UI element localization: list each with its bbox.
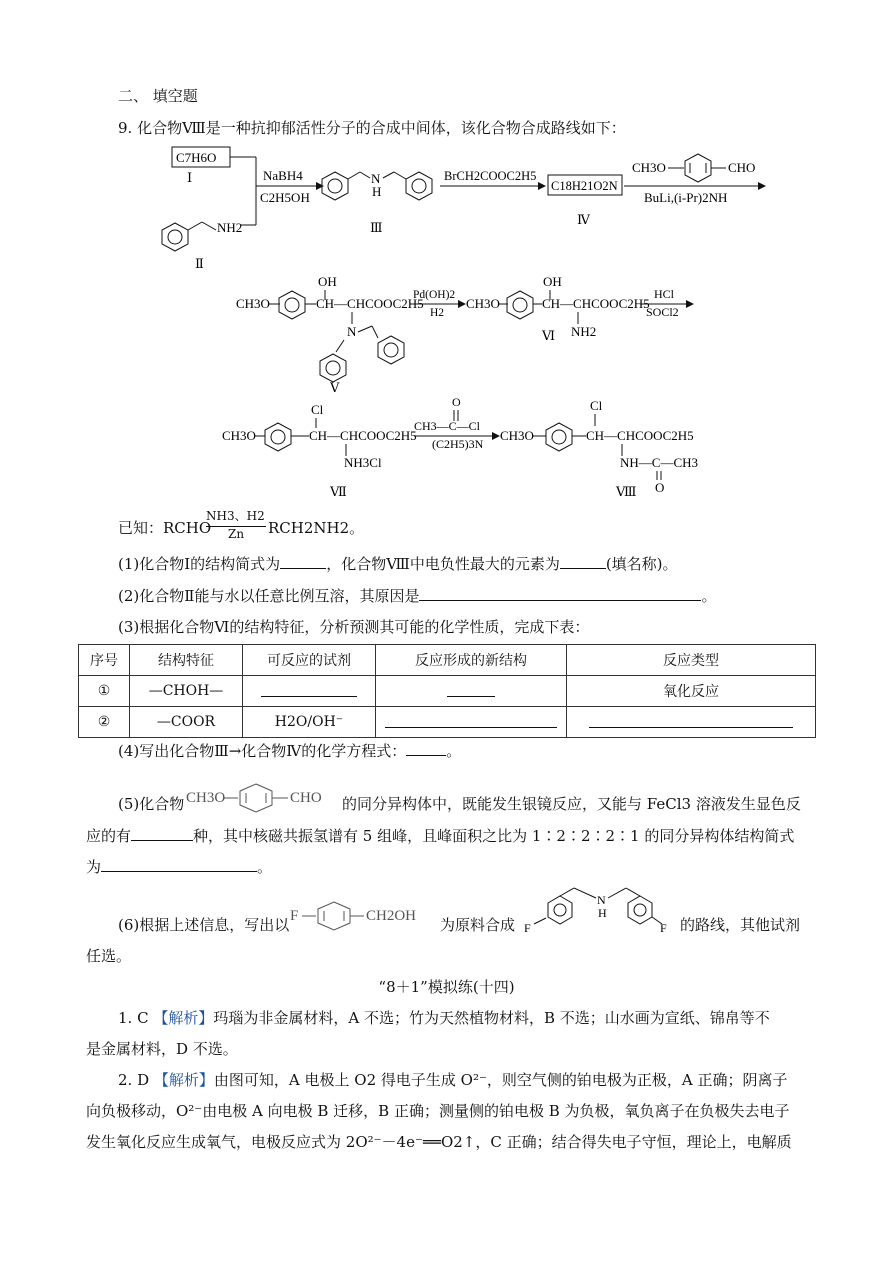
known-reaction <box>118 517 211 538</box>
p5-text-e: 为 <box>86 858 102 876</box>
benzene-ring-r3 <box>685 154 711 182</box>
r6-top: CH3—C—Cl <box>414 419 481 433</box>
part-4 <box>118 740 461 762</box>
p5-mol-right: CHO <box>290 790 322 806</box>
c5-left: CH3O <box>236 296 270 311</box>
r5-top: HCl <box>654 287 675 301</box>
r4-bottom: H2 <box>430 307 445 319</box>
p6-tgt-f1: F <box>524 921 531 935</box>
p5-molecule <box>186 778 356 818</box>
cell-num: ② <box>79 707 130 738</box>
a1-tag: 【解析】 <box>153 1009 214 1027</box>
benzene-ring-c3b <box>406 172 432 200</box>
p5-blank-structure[interactable] <box>101 857 257 872</box>
answer-1 <box>118 1007 770 1029</box>
properties-table <box>78 644 816 738</box>
benzene-ring-c5b <box>320 354 346 382</box>
cell-new-structure <box>376 707 567 738</box>
answer-2 <box>118 1069 787 1091</box>
benzene-ring-c7 <box>265 423 291 451</box>
blank-type-2[interactable] <box>589 713 793 728</box>
q9-intro: 9. 化合物Ⅷ是一种抗抑郁活性分子的合成中间体，该化合物合成路线如下： <box>118 119 626 137</box>
c3-nh: N <box>371 171 381 186</box>
part-6-a: (6)根据上述信息，写出以 <box>118 916 290 934</box>
r3-top-right: CHO <box>728 160 756 175</box>
c3-label: Ⅲ <box>370 220 383 235</box>
c1-formula: C7H6O <box>176 150 217 165</box>
c7-left: CH3O <box>222 428 256 443</box>
c8-label: Ⅷ <box>616 484 637 499</box>
blank-structure-1[interactable] <box>447 682 495 697</box>
a2-text: 由图可知，A 电极上 O2 得电子生成 O²⁻，则空气侧的铂电极为正极，A 正确；阴离子 <box>213 1071 788 1089</box>
p2-text-b: 。 <box>701 587 717 605</box>
c6-oh: OH <box>543 274 562 289</box>
cell-feature: —CHOH— <box>130 676 243 707</box>
cell-reaction-type: 氧化反应 <box>567 676 816 707</box>
th-new-structure: 反应形成的新结构 <box>376 645 567 676</box>
r4-top: Pd(OH)2 <box>413 289 456 301</box>
table-row <box>79 707 816 738</box>
benzene-ring-c5c <box>378 336 404 364</box>
part-5-e <box>86 856 272 878</box>
known-product: RCH2NH2。 <box>268 519 365 537</box>
p6-tgt-n: N <box>597 893 606 907</box>
r3-bottom: BuLi,(i-Pr)2NH <box>644 190 728 205</box>
p5-text-c: 应的有 <box>86 827 132 845</box>
th-reaction-type: 反应类型 <box>567 645 816 676</box>
c7-label: Ⅶ <box>330 484 347 499</box>
p4-text-b: 。 <box>446 742 462 760</box>
r1-bottom: C2H5OH <box>260 190 310 205</box>
th-feature: 结构特征 <box>130 645 243 676</box>
answer-2-cont: 向负极移动，O²⁻由电极 A 向电极 B 迁移，B 正确；测量侧的铂电极 B 为负极，氧负离子在负极失去电子 <box>86 1102 790 1120</box>
p2-blank[interactable] <box>419 586 701 601</box>
cell-num: ① <box>79 676 130 707</box>
benzene-ring-p5 <box>240 784 272 812</box>
th-reagent: 可反应的试剂 <box>243 645 376 676</box>
p2-text-a: (2)化合物Ⅱ能与水以任意比例互溶，其原因是 <box>118 587 420 605</box>
part-5-a: (5)化合物 <box>118 795 185 813</box>
benzene-ring-c6 <box>507 291 533 319</box>
p6-target-molecule <box>520 880 690 940</box>
part-5-b: 的同分异构体中，既能发生银镜反应，又能与 FeCl3 溶液发生显色反 <box>342 795 801 813</box>
r3-top-left: CH3O <box>632 160 666 175</box>
known-reactant: 已知：RCHO <box>118 519 212 537</box>
part-5-c <box>86 825 794 847</box>
c6-left: CH3O <box>466 296 500 311</box>
r6-o: O <box>452 395 461 409</box>
th-num: 序号 <box>79 645 130 676</box>
p5-blank-count[interactable] <box>131 826 193 841</box>
benzene-ring-p6t1 <box>548 896 572 924</box>
cell-reaction-type <box>567 707 816 738</box>
p6-start-molecule <box>290 896 450 936</box>
p1-blank-a[interactable] <box>280 554 326 569</box>
a1-num: 1. C <box>118 1009 149 1027</box>
section-title: 二、 填空题 <box>118 87 198 105</box>
benzene-ring-c2 <box>162 223 188 251</box>
known-arrow-top: NH3、H2 <box>206 509 265 523</box>
p1-text-c: (填名称)。 <box>605 555 678 573</box>
c5-chain: CH—CHCOOC2H5 <box>316 296 424 311</box>
c8-nh: NH—C—CH3 <box>620 455 699 470</box>
p1-text-b: ，化合物Ⅷ中电负性最大的元素为 <box>326 555 560 573</box>
c2-nh2: NH2 <box>217 220 243 235</box>
part-6-d: 任选。 <box>86 947 132 965</box>
cell-feature: —COOR <box>130 707 243 738</box>
p6-tgt-f2: F <box>660 921 667 935</box>
cell-new-structure <box>376 676 567 707</box>
part-6-c: 的路线，其他试剂 <box>680 916 801 934</box>
c5-label: Ⅴ <box>330 380 340 395</box>
r6-bottom: (C2H5)3N <box>432 437 484 451</box>
c4-formula: C18H21O2N <box>551 179 618 193</box>
benzene-ring-c5 <box>279 291 305 319</box>
benzene-ring-c3a <box>322 172 348 200</box>
r1-top: NaBH4 <box>263 168 303 183</box>
cell-reagent <box>243 676 376 707</box>
c1-label: Ⅰ <box>187 170 193 185</box>
answer-1-cont: 是金属材料，D 不选。 <box>86 1040 238 1058</box>
blank-reagent-1[interactable] <box>261 682 357 697</box>
c8-chain: CH—CHCOOC2H5 <box>586 428 694 443</box>
known-arrow-bottom: Zn <box>228 527 245 541</box>
c5-n: N <box>347 324 357 339</box>
r2-top: BrCH2COOC2H5 <box>444 169 537 183</box>
benzene-ring-p6t2 <box>628 896 652 924</box>
table-header-row <box>79 645 816 676</box>
p5-text-d: 种，其中核磁共振氢谱有 5 组峰，且峰面积之比为 1∶2∶2∶2∶1 的同分异构体结构简式 <box>193 827 795 845</box>
c2-label: Ⅱ <box>195 256 204 271</box>
c7-chain: CH—CHCOOC2H5 <box>309 428 417 443</box>
c8-o: O <box>655 480 665 495</box>
c6-nh2: NH2 <box>571 324 597 339</box>
p6-mol-right: CH2OH <box>366 908 417 924</box>
table-row <box>79 676 816 707</box>
part-2 <box>118 585 716 607</box>
c5-oh: OH <box>318 274 337 289</box>
c7-nh3cl: NH3Cl <box>344 455 382 470</box>
cell-reagent: H2O/OH⁻ <box>243 707 376 738</box>
p5-text-f: 。 <box>257 858 273 876</box>
benzene-ring-c8 <box>546 423 572 451</box>
a2-tag: 【解析】 <box>153 1071 214 1089</box>
a1-text: 玛瑙为非金属材料，A 不选；竹为天然植物材料，B 不选；山水画为宣纸、锦帛等不 <box>213 1009 770 1027</box>
c8-cl: Cl <box>590 398 603 413</box>
part-6-b: 为原料合成 <box>440 916 516 934</box>
answers-title: “8＋1”模拟练(十四) <box>378 978 515 996</box>
benzene-ring-p6 <box>318 902 350 930</box>
p1-blank-b[interactable] <box>560 554 606 569</box>
c7-cl: Cl <box>311 402 324 417</box>
c6-chain: CH—CHCOOC2H5 <box>542 296 650 311</box>
c3-h: H <box>372 184 382 199</box>
c4-label: Ⅳ <box>577 212 590 227</box>
p1-text-a: (1)化合物Ⅰ的结构简式为 <box>118 555 281 573</box>
c8-left: CH3O <box>500 428 534 443</box>
p6-tgt-h: H <box>598 906 607 920</box>
answer-2-cont2: 发生氧化反应生成氧气，电极反应式为 2O²⁻－4e⁻══O2↑，C 正确；结合得失电子守恒，理论上，电解质 <box>86 1133 792 1151</box>
p4-blank[interactable] <box>406 741 446 756</box>
c6-label: Ⅵ <box>542 328 556 343</box>
a2-num: 2. D <box>118 1071 150 1089</box>
blank-structure-2[interactable] <box>385 713 557 728</box>
p6-mol-left: F <box>290 908 299 924</box>
part-1 <box>118 553 678 575</box>
p5-mol-left: CH3O <box>186 790 226 806</box>
part-3: (3)根据化合物Ⅵ的结构特征，分析预测其可能的化学性质，完成下表： <box>118 618 590 636</box>
p4-text-a: (4)写出化合物Ⅲ→化合物Ⅳ的化学方程式： <box>118 742 407 760</box>
r5-bottom: SOCl2 <box>646 305 679 319</box>
